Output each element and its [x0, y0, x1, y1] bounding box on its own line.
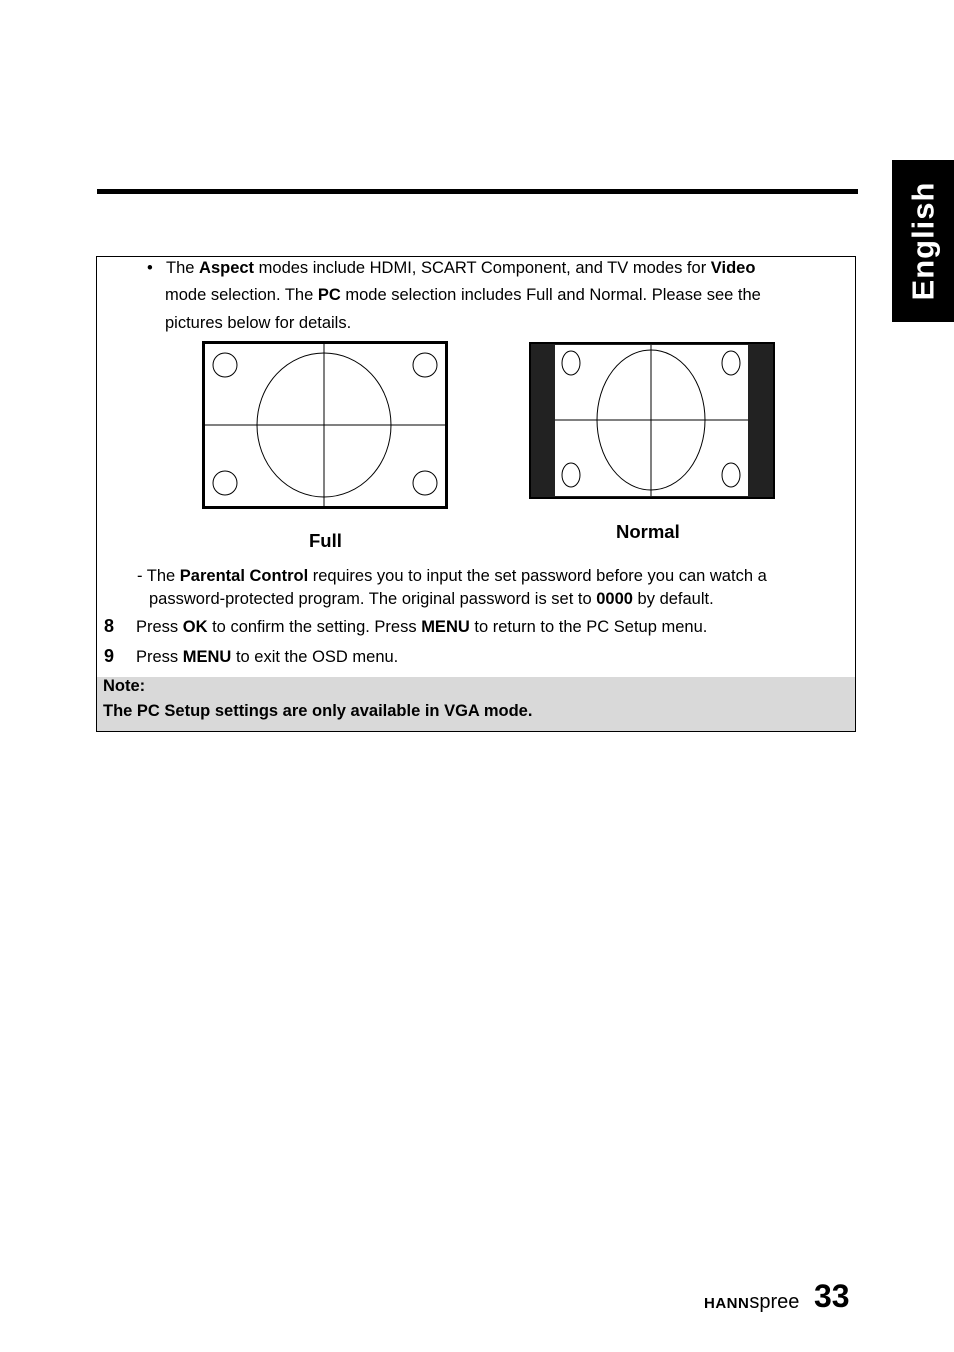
aspect-line-2: [165, 285, 761, 305]
bold-run: MENU: [421, 618, 470, 636]
note-panel: [97, 677, 855, 731]
note-title: Note:: [103, 677, 146, 695]
bold-run: PC: [317, 286, 341, 304]
text-run: to exit the OSD menu.: [231, 648, 399, 666]
language-tab-label: English: [905, 181, 941, 301]
brand-logo-spree: spree: [749, 1291, 800, 1313]
brand-logo-hann: HANN: [704, 1295, 750, 1312]
note-text: The PC Setup settings are only available in VGA mode.: [103, 702, 533, 720]
text-run: The: [166, 259, 200, 277]
language-tab: [892, 160, 954, 322]
text-run: Press: [136, 618, 183, 636]
step-number: 9: [104, 646, 115, 666]
step-number: 8: [104, 616, 115, 636]
header-rule: [97, 189, 858, 194]
bold-run: Aspect: [199, 259, 255, 277]
bold-run: OK: [182, 618, 208, 636]
full-aspect-diagram: [202, 341, 448, 509]
aspect-line-1: [166, 258, 755, 278]
bold-run: Video: [710, 259, 756, 277]
content-box: [96, 256, 856, 732]
step-text: [136, 647, 398, 667]
bold-run: 0000: [596, 590, 633, 608]
bullet-symbol: •: [147, 259, 153, 277]
text-run: - The: [137, 567, 180, 585]
full-label: Full: [309, 530, 342, 551]
text-run: by default.: [632, 590, 714, 608]
text-run: requires you to input the set password before you can watch a: [308, 567, 767, 585]
text-run: to return to the PC Setup menu.: [469, 618, 708, 636]
bold-run: MENU: [182, 648, 232, 666]
step-text: [136, 617, 707, 637]
page-number: 33: [814, 1278, 850, 1314]
normal-aspect-diagram: [529, 342, 775, 499]
bold-run: Parental Control: [179, 567, 309, 585]
parental-line-2: [149, 589, 714, 609]
parental-line-1: [137, 566, 767, 586]
aspect-line-3: pictures below for details.: [165, 314, 352, 332]
brand-logo: [704, 1291, 799, 1314]
text-run: Press: [136, 648, 183, 666]
text-run: to confirm the setting. Press: [207, 618, 422, 636]
text-run: mode selection. The: [165, 286, 318, 304]
text-run: password-protected program. The original password is set to: [149, 590, 597, 608]
text-run: mode selection includes Full and Normal. Please see the: [340, 286, 761, 304]
normal-label: Normal: [616, 521, 680, 542]
text-run: modes include HDMI, SCART Component, and TV modes for: [254, 259, 711, 277]
